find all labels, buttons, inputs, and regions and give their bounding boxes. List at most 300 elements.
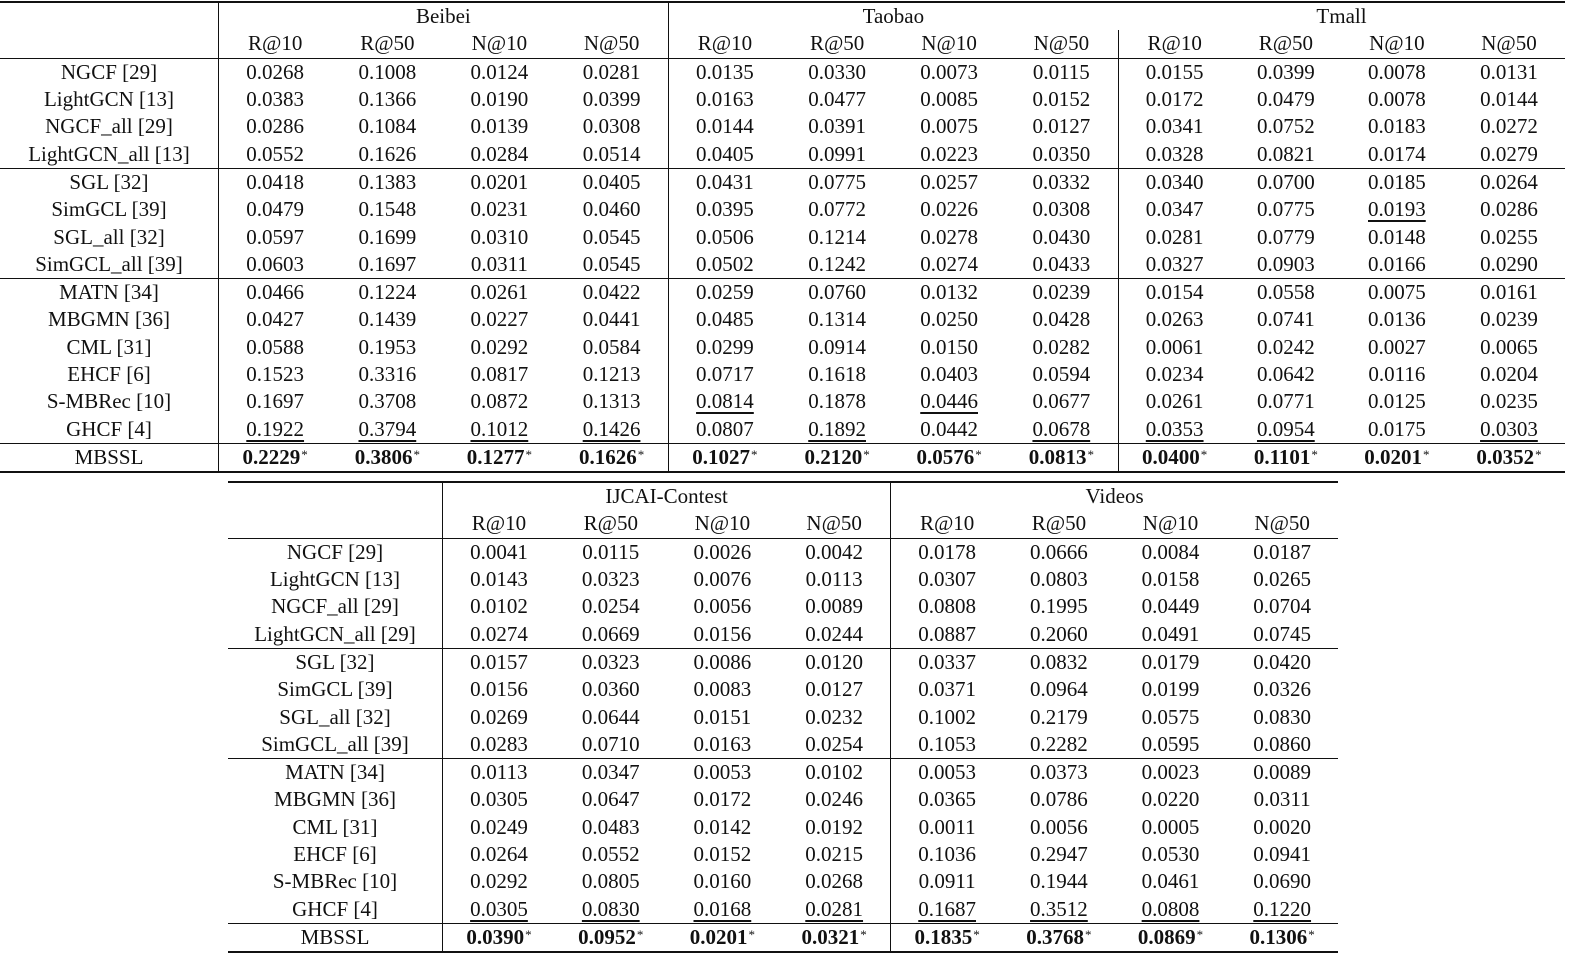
metric-value: 0.0075 <box>920 114 978 139</box>
method-name: MBGMN [36] <box>48 307 170 332</box>
metric-value: 0.1036 <box>891 841 1003 868</box>
metric-value: 0.0941 <box>1253 842 1312 866</box>
metric-value: 0.0704 <box>1253 594 1312 619</box>
metric-value: 0.1892 <box>808 416 866 441</box>
method-name: MBSSL <box>0 443 219 472</box>
metric-value: 0.0265 <box>1253 567 1312 592</box>
metric-value: 0.0807 <box>668 415 781 443</box>
table-row <box>228 731 1338 759</box>
metric-value: 0.0120 <box>778 648 890 676</box>
metric-value: 0.0283 <box>443 731 555 759</box>
significance-marker: * <box>1196 926 1204 942</box>
metric-value: 0.0552 <box>581 842 640 866</box>
table-row <box>228 703 1338 730</box>
metric-value: 0.0808 <box>1141 896 1200 921</box>
metric-value: 0.0075 <box>1341 278 1453 306</box>
metric-value: 0.0286 <box>219 113 332 140</box>
significance-marker: * <box>636 926 644 942</box>
metric-value: 0.0231 <box>470 197 529 222</box>
metric-value: 0.0814 <box>668 388 781 415</box>
metric-value: 0.1383 <box>331 168 443 196</box>
metric-value: 0.1523 <box>219 361 332 388</box>
metric-header: R@10 <box>668 30 781 58</box>
metric-header: R@10 <box>219 30 332 58</box>
metric-value: 0.0155 <box>1118 58 1231 86</box>
best-metric-value: 0.0813* <box>1005 443 1118 472</box>
metric-value: 0.1213 <box>582 362 641 386</box>
metric-value: 0.1002 <box>891 703 1003 730</box>
method-name: EHCF [6] <box>67 362 151 386</box>
metric-value: 0.0514 <box>582 141 641 166</box>
metric-value: 0.0192 <box>805 814 864 839</box>
metric-value: 0.0268 <box>805 869 864 894</box>
dataset-header: Taobao <box>668 2 1118 30</box>
metric-value: 0.0232 <box>805 704 864 729</box>
method-name: SimGCL_all [39] <box>261 731 409 756</box>
metric-value: 0.0911 <box>891 868 1003 895</box>
metric-value: 0.0143 <box>443 566 555 593</box>
significance-marker: * <box>637 446 645 462</box>
metric-value: 0.0174 <box>1368 141 1426 166</box>
metric-value: 0.0041 <box>443 538 555 566</box>
table-row <box>228 648 1338 676</box>
metric-value: 0.1995 <box>1030 594 1088 619</box>
table-row <box>0 86 1565 113</box>
table-row <box>228 786 1338 813</box>
metric-header: R@10 <box>891 510 1003 538</box>
metric-value: 0.0156 <box>693 621 752 646</box>
table-row <box>0 334 1565 361</box>
metric-value: 0.0326 <box>1253 677 1312 702</box>
method-name: SimGCL_all [39] <box>35 251 183 276</box>
metric-value: 0.0308 <box>1032 197 1091 222</box>
metric-value: 0.0254 <box>581 594 640 619</box>
metric-value: 0.2060 <box>1030 621 1088 646</box>
metric-value: 0.0161 <box>1453 278 1565 306</box>
metric-value: 0.0594 <box>1032 362 1091 386</box>
metric-value: 0.1953 <box>358 334 417 359</box>
metric-value: 0.0244 <box>805 621 864 646</box>
metric-value: 0.0420 <box>1226 648 1338 676</box>
metric-value: 0.0187 <box>1253 539 1312 564</box>
metric-value: 0.1687 <box>891 895 1003 923</box>
metric-value: 0.0201 <box>443 168 555 196</box>
metric-value: 0.2282 <box>1030 731 1088 756</box>
significance-marker: * <box>1535 446 1542 462</box>
metric-value: 0.0803 <box>1030 567 1088 592</box>
metric-value: 0.0115 <box>582 539 640 564</box>
metric-value: 0.0272 <box>1480 114 1538 139</box>
metric-value: 0.0089 <box>805 594 864 619</box>
table-row <box>228 758 1338 786</box>
metric-header: R@50 <box>781 30 893 58</box>
metric-value: 0.0154 <box>1118 278 1231 306</box>
metric-value: 0.0441 <box>582 307 641 332</box>
metric-value: 0.2947 <box>1030 842 1088 866</box>
metric-value: 0.0261 <box>1118 388 1231 415</box>
metric-value: 0.0005 <box>1141 814 1200 839</box>
metric-value: 0.0264 <box>1453 168 1565 196</box>
metric-value: 0.0821 <box>1256 141 1315 166</box>
metric-value: 0.0373 <box>1003 758 1115 786</box>
metric-value: 0.0786 <box>1030 787 1088 812</box>
metric-value: 0.0449 <box>1141 594 1200 619</box>
significance-marker: * <box>525 446 532 462</box>
best-metric-value: 0.0201* <box>1341 443 1453 472</box>
metric-value: 0.0745 <box>1253 621 1312 646</box>
results-table-top <box>0 1 1565 473</box>
metric-value: 0.0399 <box>582 87 641 112</box>
metric-value: 0.0279 <box>1480 141 1538 166</box>
metric-header: R@50 <box>1231 30 1341 58</box>
metric-value: 0.1366 <box>358 87 417 112</box>
metric-value: 0.0261 <box>443 278 555 306</box>
metric-value: 0.0337 <box>891 648 1003 676</box>
metric-value: 0.0124 <box>470 59 529 84</box>
metric-value: 0.0395 <box>668 196 781 223</box>
metric-value: 0.0116 <box>1368 362 1426 386</box>
metric-value: 0.0328 <box>1118 140 1231 168</box>
metric-value: 0.0185 <box>1341 168 1453 196</box>
results-table-bottom <box>228 481 1338 953</box>
metric-value: 0.0053 <box>667 758 779 786</box>
metric-value: 0.0073 <box>920 59 978 84</box>
metric-value: 0.1220 <box>1253 896 1312 921</box>
table-row <box>228 566 1338 593</box>
metric-value: 0.0772 <box>808 197 866 222</box>
metric-value: 0.1626 <box>358 141 417 166</box>
metric-value: 0.0830 <box>1253 704 1312 729</box>
metric-value: 0.0292 <box>470 334 529 359</box>
metric-value: 0.0160 <box>693 869 752 894</box>
metric-value: 0.0350 <box>1032 141 1091 166</box>
significance-marker: * <box>863 446 870 462</box>
metric-value: 0.1053 <box>891 731 1003 759</box>
metric-value: 0.0113 <box>805 567 863 592</box>
metric-value: 0.0139 <box>470 114 529 139</box>
metric-value: 0.0642 <box>1256 362 1315 386</box>
metric-value: 0.0086 <box>667 648 779 676</box>
metric-value: 0.0061 <box>1118 334 1231 361</box>
metric-value: 0.0383 <box>219 86 332 113</box>
metric-value: 0.0259 <box>668 278 781 306</box>
metric-value: 0.0268 <box>219 58 332 86</box>
metric-value: 0.0144 <box>1480 87 1538 112</box>
best-metric-value: 0.0869* <box>1115 923 1227 952</box>
significance-marker: * <box>751 446 758 462</box>
metric-value: 0.3794 <box>358 416 417 441</box>
metric-value: 0.0249 <box>443 814 555 841</box>
metric-value: 0.0991 <box>808 141 866 166</box>
method-name: GHCF [4] <box>292 896 378 921</box>
best-metric-value: 0.3806* <box>331 443 443 472</box>
table-row <box>0 113 1565 140</box>
significance-marker: * <box>1200 446 1208 462</box>
metric-value: 0.1699 <box>358 224 417 249</box>
table-row <box>228 895 1338 923</box>
metric-value: 0.0274 <box>443 620 555 648</box>
metric-value: 0.0964 <box>1030 677 1088 702</box>
method-name: S-MBRec [10] <box>272 869 398 894</box>
table-row <box>0 361 1565 388</box>
metric-value: 0.0461 <box>1141 869 1200 894</box>
metric-header-row <box>228 510 1338 538</box>
metric-header: R@50 <box>555 510 667 538</box>
metric-value: 0.0234 <box>1118 361 1231 388</box>
metric-value: 0.3512 <box>1030 896 1088 921</box>
table-row <box>228 620 1338 648</box>
significance-marker: * <box>1308 926 1315 942</box>
metric-value: 0.0483 <box>581 814 640 839</box>
metric-value: 0.0299 <box>668 334 781 361</box>
metric-value: 0.0053 <box>891 758 1003 786</box>
metric-value: 0.0741 <box>1256 307 1315 332</box>
metric-header-row <box>0 30 1565 58</box>
metric-value: 0.0190 <box>470 87 529 112</box>
metric-value: 0.0805 <box>581 869 640 894</box>
method-name: SGL_all [32] <box>53 224 165 249</box>
table-row <box>0 306 1565 333</box>
metric-value: 0.0127 <box>1032 114 1091 139</box>
significance-marker: * <box>975 446 982 462</box>
metric-value: 0.0360 <box>581 677 640 702</box>
metric-value: 0.0860 <box>1253 731 1312 756</box>
metric-value: 0.0089 <box>1226 758 1338 786</box>
metric-value: 0.0678 <box>1032 416 1091 441</box>
metric-value: 0.0239 <box>1480 307 1538 332</box>
metric-value: 0.0832 <box>1003 648 1115 676</box>
best-method-row <box>228 923 1338 952</box>
metric-header: N@10 <box>1115 510 1227 538</box>
metric-value: 0.0083 <box>693 677 752 702</box>
method-name: LightGCN [13] <box>269 567 401 592</box>
method-name: MBSSL <box>228 923 443 952</box>
corner-cell <box>228 510 443 538</box>
metric-value: 0.1697 <box>219 388 332 415</box>
significance-marker: * <box>1311 446 1318 462</box>
method-name: SGL_all [32] <box>279 704 391 729</box>
corner-cell <box>228 482 443 510</box>
metric-header: N@50 <box>555 30 668 58</box>
metric-header: N@10 <box>443 30 555 58</box>
metric-value: 0.0954 <box>1256 416 1315 441</box>
metric-value: 0.0545 <box>582 224 641 249</box>
metric-value: 0.0710 <box>581 731 640 756</box>
dataset-header: Videos <box>891 482 1338 510</box>
method-name: CML [31] <box>66 334 152 359</box>
metric-value: 0.0666 <box>1030 539 1088 564</box>
metric-value: 0.1084 <box>358 114 417 139</box>
metric-value: 0.0323 <box>581 567 640 592</box>
metric-value: 0.0323 <box>555 648 667 676</box>
metric-value: 0.0282 <box>1032 334 1091 359</box>
significance-marker: * <box>301 446 308 462</box>
method-name: SGL [32] <box>0 168 219 196</box>
metric-value: 0.0310 <box>470 224 529 249</box>
metric-value: 0.0552 <box>219 140 332 168</box>
best-metric-value: 0.3768* <box>1003 923 1115 952</box>
metric-value: 0.0284 <box>470 141 529 166</box>
dataset-header-row <box>228 482 1338 510</box>
metric-value: 0.0430 <box>1032 224 1091 249</box>
metric-value: 0.0311 <box>470 251 528 276</box>
metric-value: 0.0391 <box>808 114 866 139</box>
metric-value: 0.0163 <box>668 86 781 113</box>
method-name: MBGMN [36] <box>274 787 396 812</box>
metric-value: 0.0227 <box>470 307 529 332</box>
best-metric-value: 0.0400* <box>1118 443 1231 472</box>
metric-value: 0.0264 <box>443 841 555 868</box>
table-row <box>0 196 1565 223</box>
metric-value: 0.0460 <box>582 197 641 222</box>
metric-value: 0.0887 <box>891 620 1003 648</box>
metric-value: 0.0365 <box>891 786 1003 813</box>
metric-value: 0.0157 <box>443 648 555 676</box>
metric-value: 0.0076 <box>693 567 752 592</box>
metric-value: 0.0647 <box>581 787 640 812</box>
best-metric-value: 0.1306* <box>1226 923 1338 952</box>
metric-value: 0.0246 <box>805 787 864 812</box>
metric-value: 0.0175 <box>1368 416 1426 441</box>
metric-value: 0.0166 <box>1368 251 1426 276</box>
metric-value: 0.0779 <box>1256 224 1315 249</box>
metric-value: 0.0084 <box>1141 539 1200 564</box>
metric-value: 0.0477 <box>808 87 866 112</box>
metric-value: 0.0491 <box>1141 621 1200 646</box>
metric-value: 0.1922 <box>219 415 332 443</box>
table-row <box>0 140 1565 168</box>
metric-header: N@10 <box>1341 30 1453 58</box>
metric-value: 0.2179 <box>1030 704 1088 729</box>
metric-value: 0.1426 <box>582 416 641 441</box>
metric-value: 0.0239 <box>1005 278 1118 306</box>
significance-marker: * <box>860 926 867 942</box>
metric-value: 0.0150 <box>920 334 978 359</box>
metric-value: 0.0011 <box>891 814 1003 841</box>
metric-value: 0.0466 <box>219 278 332 306</box>
metric-value: 0.0151 <box>693 704 752 729</box>
metric-header: N@50 <box>1453 30 1565 58</box>
significance-marker: * <box>748 926 755 942</box>
metric-value: 0.0127 <box>805 677 864 702</box>
metric-value: 0.0254 <box>805 731 864 756</box>
metric-value: 0.0584 <box>582 334 641 359</box>
metric-value: 0.0220 <box>1141 787 1200 812</box>
best-metric-value: 0.1626* <box>555 443 668 472</box>
best-metric-value: 0.1027* <box>668 443 781 472</box>
metric-value: 0.0179 <box>1115 648 1227 676</box>
metric-value: 0.1878 <box>808 389 866 414</box>
metric-header: R@50 <box>331 30 443 58</box>
metric-value: 0.0102 <box>778 758 890 786</box>
metric-header: N@50 <box>1005 30 1118 58</box>
metric-value: 0.0135 <box>668 58 781 86</box>
metric-value: 0.0588 <box>219 334 332 361</box>
dataset-header: Tmall <box>1118 2 1565 30</box>
table-row <box>228 676 1338 703</box>
dataset-header: Beibei <box>219 2 669 30</box>
metric-value: 0.1697 <box>358 251 417 276</box>
metric-value: 0.0102 <box>443 593 555 620</box>
metric-value: 0.1242 <box>808 251 866 276</box>
table-row <box>228 593 1338 620</box>
metric-value: 0.0399 <box>1256 59 1315 84</box>
metric-value: 0.1012 <box>470 416 529 441</box>
metric-value: 0.0250 <box>920 307 978 332</box>
metric-value: 0.0717 <box>668 361 781 388</box>
table-row <box>228 841 1338 868</box>
method-name: LightGCN [13] <box>43 87 175 112</box>
metric-value: 0.0427 <box>219 306 332 333</box>
metric-value: 0.0235 <box>1480 389 1538 414</box>
metric-value: 0.0775 <box>781 168 893 196</box>
metric-value: 0.0307 <box>891 566 1003 593</box>
metric-value: 0.0428 <box>1032 307 1091 332</box>
metric-value: 0.0274 <box>920 251 978 276</box>
best-metric-value: 0.0321* <box>778 923 890 952</box>
metric-value: 0.0199 <box>1141 677 1200 702</box>
metric-header: R@50 <box>1003 510 1115 538</box>
significance-marker: * <box>973 926 980 942</box>
metric-value: 0.0311 <box>1253 787 1311 812</box>
method-name: CML [31] <box>292 814 378 839</box>
metric-value: 0.0113 <box>443 758 555 786</box>
method-name: SimGCL [39] <box>51 197 167 222</box>
metric-value: 0.1313 <box>582 389 641 414</box>
metric-value: 0.0603 <box>219 251 332 279</box>
metric-value: 0.0023 <box>1115 758 1227 786</box>
metric-value: 0.0506 <box>668 223 781 250</box>
metric-value: 0.0530 <box>1141 842 1200 866</box>
best-metric-value: 0.2120* <box>781 443 893 472</box>
metric-value: 0.0125 <box>1368 389 1426 414</box>
method-name: GHCF [4] <box>66 416 152 441</box>
metric-value: 0.0042 <box>805 539 864 564</box>
metric-value: 0.0305 <box>443 895 555 923</box>
metric-value: 0.0353 <box>1118 415 1231 443</box>
metric-value: 0.0479 <box>219 196 332 223</box>
method-name: EHCF [6] <box>293 842 377 866</box>
method-name: MATN [34] <box>0 278 219 306</box>
table-row <box>228 868 1338 895</box>
method-name: NGCF [29] <box>60 59 158 84</box>
metric-value: 0.0281 <box>582 59 641 84</box>
significance-marker: * <box>413 446 420 462</box>
table-row <box>0 168 1565 196</box>
metric-value: 0.0371 <box>891 676 1003 703</box>
metric-value: 0.0242 <box>1256 334 1315 359</box>
metric-value: 0.0340 <box>1118 168 1231 196</box>
metric-value: 0.0163 <box>693 731 752 756</box>
table-row <box>0 223 1565 250</box>
best-metric-value: 0.1101* <box>1231 443 1341 472</box>
metric-value: 0.0872 <box>470 389 529 414</box>
metric-value: 0.0403 <box>920 362 978 386</box>
metric-value: 0.0479 <box>1256 87 1315 112</box>
metric-value: 0.0442 <box>920 416 978 441</box>
best-metric-value: 0.0352* <box>1453 443 1565 472</box>
metric-value: 0.0152 <box>693 842 752 866</box>
metric-value: 0.0178 <box>891 538 1003 566</box>
metric-header: N@10 <box>893 30 1005 58</box>
metric-value: 0.0269 <box>443 703 555 730</box>
significance-marker: * <box>1085 926 1092 942</box>
metric-value: 0.0223 <box>920 141 978 166</box>
metric-value: 0.0558 <box>1231 278 1341 306</box>
significance-marker: * <box>1423 446 1430 462</box>
metric-value: 0.0078 <box>1368 59 1426 84</box>
metric-value: 0.0158 <box>1141 567 1200 592</box>
